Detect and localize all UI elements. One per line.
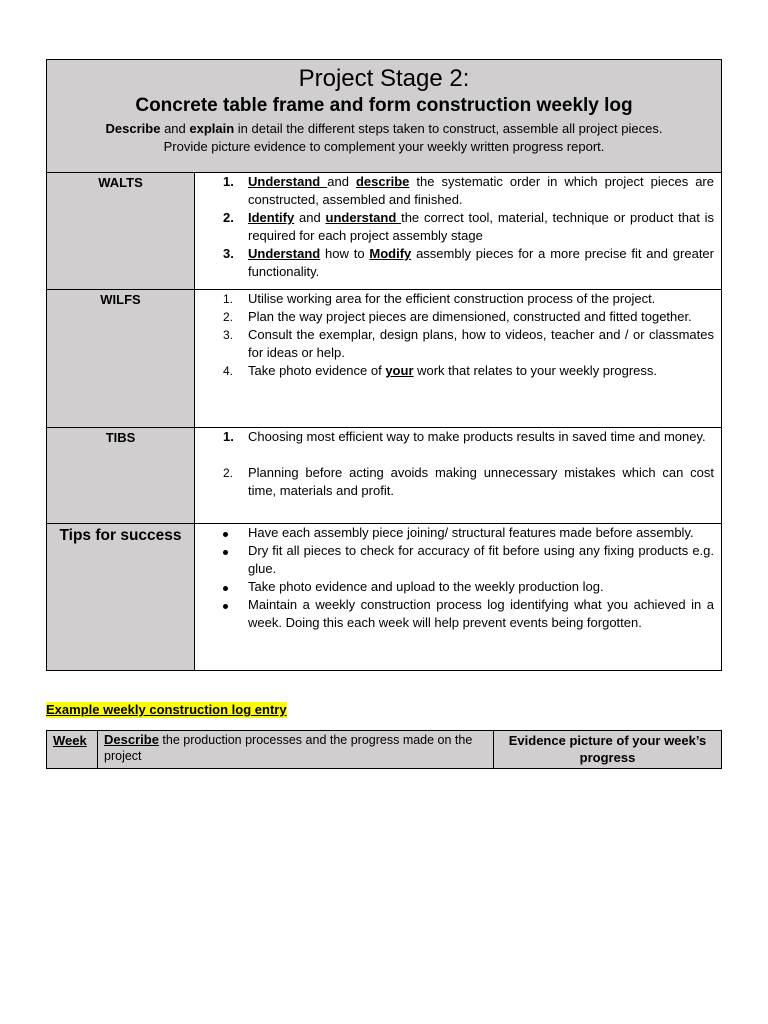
- tip-text: Maintain a weekly construction process log identifying what you achieved in a week. Doing this each week will help prevent events being forgotten.: [248, 597, 714, 630]
- item-number: 2.: [223, 210, 234, 225]
- evidence-header: Evidence picture of your week’s progress: [494, 731, 722, 769]
- item-number: 2.: [223, 466, 234, 480]
- keyword: Modify: [369, 246, 412, 261]
- page-subtitle: Concrete table frame and form construction weekly log: [135, 95, 633, 116]
- tibs-content: [195, 428, 722, 524]
- keyword: Identify: [248, 210, 295, 225]
- item-number: 1.: [223, 174, 234, 189]
- tibs-item: [195, 464, 714, 500]
- item-text: work that relates to your weekly progress.: [413, 363, 657, 378]
- item-number: 4.: [223, 364, 234, 378]
- tips-label: Tips for success: [47, 524, 195, 671]
- intro-and: and: [160, 121, 190, 136]
- wilfs-item: [195, 326, 714, 362]
- header-row: [47, 60, 722, 173]
- wilfs-item: [195, 362, 714, 380]
- tip-item: [195, 578, 714, 596]
- describe-header: [98, 731, 494, 769]
- item-text: Utilise working area for the efficient construction process of the project.: [248, 291, 656, 306]
- intro-rest: in detail the different steps taken to construct, assemble all project pieces.: [234, 121, 663, 136]
- item-text: and: [327, 174, 356, 189]
- log-header-row: [47, 731, 722, 769]
- bullet-icon: [223, 550, 228, 555]
- wilfs-content: [195, 290, 722, 428]
- item-text: how to: [320, 246, 370, 261]
- keyword: your: [385, 363, 414, 378]
- item-text: and: [294, 210, 326, 225]
- keyword: Understand: [248, 246, 321, 261]
- bullet-icon: [223, 532, 228, 537]
- item-number: 1.: [223, 429, 234, 444]
- walts-item: [195, 245, 714, 281]
- week-header: Week: [47, 731, 98, 769]
- wilfs-item: [195, 308, 714, 326]
- describe-keyword: Describe: [104, 732, 159, 747]
- bullet-icon: [223, 586, 228, 591]
- item-number: 3.: [223, 246, 234, 261]
- wilfs-label: WILFS: [47, 290, 195, 428]
- walts-label: WALTS: [47, 173, 195, 290]
- tibs-item: [195, 428, 714, 446]
- keyword: understand: [325, 210, 402, 225]
- tip-text: Dry fit all pieces to check for accuracy of fit before using any fixing products e.g. glue.: [248, 543, 714, 576]
- item-text: Choosing most efficient way to make products results in saved time and money.: [248, 429, 706, 444]
- intro-line-2: Provide picture evidence to complement your weekly written progress report.: [163, 139, 605, 154]
- item-number: 2.: [223, 310, 234, 324]
- describe-keyword: Describe: [105, 121, 161, 136]
- example-heading: Example weekly construction log entry: [46, 702, 287, 717]
- project-stage-table: [46, 59, 722, 671]
- item-number: 1.: [223, 292, 234, 306]
- walts-content: [195, 173, 722, 290]
- item-number: 3.: [223, 328, 234, 342]
- walts-item: [195, 209, 714, 245]
- intro-line-1: [47, 120, 721, 138]
- item-text: the systematic order in which project pieces are constructed, assembled and finished.: [248, 174, 714, 207]
- tips-row: [47, 524, 722, 671]
- tip-item: [195, 542, 714, 578]
- tips-content: [195, 524, 722, 671]
- walts-item: [195, 173, 714, 209]
- tibs-label: TIBS: [47, 428, 195, 524]
- keyword: describe: [355, 174, 410, 189]
- tip-item: [195, 524, 714, 542]
- weekly-log-table: [46, 730, 722, 769]
- item-text: Consult the exemplar, design plans, how to videos, teacher and / or classmates for ideas or help.: [248, 327, 714, 360]
- tibs-row: [47, 428, 722, 524]
- explain-keyword: explain: [189, 121, 235, 136]
- page-title: Project Stage 2:: [298, 65, 470, 92]
- item-text: Take photo evidence of: [248, 363, 386, 378]
- tip-text: Take photo evidence and upload to the weekly production log.: [248, 579, 604, 594]
- header-cell: [47, 60, 722, 173]
- keyword: Understand: [248, 174, 328, 189]
- wilfs-row: [47, 290, 722, 428]
- bullet-icon: [223, 604, 228, 609]
- wilfs-item: [195, 290, 714, 308]
- tip-item: [195, 596, 714, 632]
- item-text: Plan the way project pieces are dimensioned, constructed and fitted together.: [248, 309, 692, 324]
- item-text: assembly pieces for a more precise fit and greater functionality.: [248, 246, 714, 279]
- item-text: the correct tool, material, technique or product that is required for each project assembly stage: [248, 210, 714, 243]
- describe-rest: the production processes and the progress made on the project: [104, 733, 473, 763]
- tip-text: Have each assembly piece joining/ structural features made before assembly.: [248, 525, 694, 540]
- walts-row: [47, 173, 722, 290]
- item-text: Planning before acting avoids making unnecessary mistakes which can cost time, materials and profit.: [248, 465, 714, 498]
